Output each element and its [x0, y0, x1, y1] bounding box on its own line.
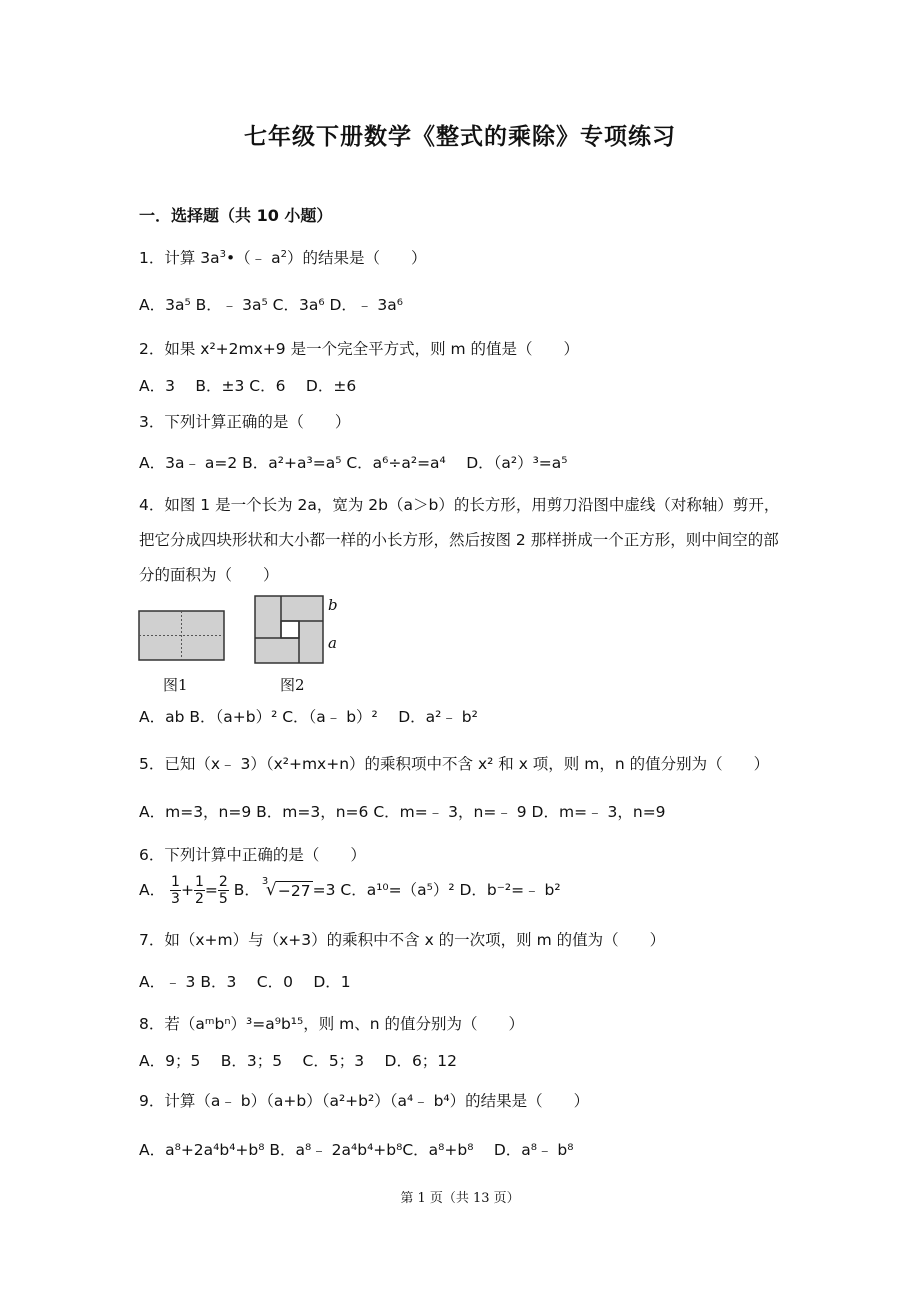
- question-5-stem: 5．已知（x﹣ 3）（x²+mx+n）的乘积项中不含 x² 和 x 项，则 m，n 的值分别为（ ）: [139, 755, 770, 773]
- question-7-stem: 7．如（x+m）与（x+3）的乘积中不含 x 的一次项，则 m 的值为（ ）: [139, 931, 666, 949]
- question-5-options: A．m=3，n=9 B．m=3，n=6 C．m=﹣ 3，n=﹣ 9 D．m=﹣ 3，n=9: [139, 803, 666, 821]
- figure-2-label: 图2: [280, 676, 305, 694]
- question-1-options: A．3a⁵ B．﹣ 3a⁵ C．3a⁶ D．﹣ 3a⁶: [139, 296, 403, 314]
- question-4-stem: 4．如图 1 是一个长为 2a，宽为 2b（a＞b）的长方形，用剪刀沿图中虚线（对称轴）剪开，把它分成四块形状和大小都一样的小长方形，然后按图 2 那样拼成一个正方形，则中间空的部分的面积为（ ）: [139, 496, 780, 584]
- cube-root: 3 √ −27: [261, 875, 311, 900]
- figure-1-label: 图1: [163, 676, 188, 694]
- question-6-options: A． $\frac{1}{3}$ + $\frac{1}{2}$ = $\frac{2}{5}$ B． 3 √ −27 =3 C．a¹⁰=（a⁵）² D．b⁻²=﹣ b²: [139, 874, 561, 907]
- section-heading: 一．选择题（共 10 小题）: [139, 206, 333, 225]
- figure-2-label-a: a: [328, 634, 337, 652]
- question-3-stem: 3．下列计算正确的是（ ）: [139, 413, 351, 431]
- fraction-1-2: $\frac{1}{2}$: [194, 874, 204, 907]
- fraction-1-3: $\frac{1}{3}$: [171, 874, 180, 907]
- question-8-stem: 8．若（aᵐbⁿ）³=a⁹b¹⁵，则 m、n 的值分别为（ ）: [139, 1015, 524, 1033]
- page-title: 七年级下册数学《整式的乘除》专项练习: [244, 124, 676, 150]
- question-4-options: A．ab B．（a+b）² C．（a﹣ b）² D．a²﹣ b²: [139, 708, 478, 726]
- question-2-stem: 2．如果 x²+2mx+9 是一个完全平方式，则 m 的值是（ ）: [139, 340, 580, 358]
- figure-2-label-b: b: [328, 596, 338, 614]
- question-9-options: A．a⁸+2a⁴b⁴+b⁸ B．a⁸﹣ 2a⁴b⁴+b⁸C．a⁸+b⁸ D．a⁸﹣ b⁸: [139, 1141, 574, 1159]
- fraction-2-5: $\frac{2}{5}$: [218, 874, 228, 907]
- page-footer: 第 1 页（共 13 页）: [400, 1191, 520, 1206]
- question-2-options: A．3 B．±3 C．6 D．±6: [139, 377, 357, 395]
- question-3-options: A．3a﹣ a=2 B．a²+a³=a⁵ C．a⁶÷a²=a⁴ D．（a²）³=a⁵: [139, 454, 568, 472]
- figure-2: [254, 595, 326, 665]
- question-7-options: A．﹣ 3 B．3 C．0 D．1: [139, 973, 351, 991]
- question-8-options: A．9；5 B．3；5 C．5；3 D．6；12: [139, 1052, 458, 1070]
- question-1-stem: 1．计算 $3a^3•(﹣$ $a^2$）的结果是（ ）: [139, 248, 427, 267]
- figure-1: [138, 610, 226, 662]
- question-9-stem: 9．计算（a﹣ b）（a+b）（a²+b²）（a⁴﹣ b⁴）的结果是（ ）: [139, 1092, 590, 1110]
- question-6-stem: 6．下列计算中正确的是（ ）: [139, 846, 366, 864]
